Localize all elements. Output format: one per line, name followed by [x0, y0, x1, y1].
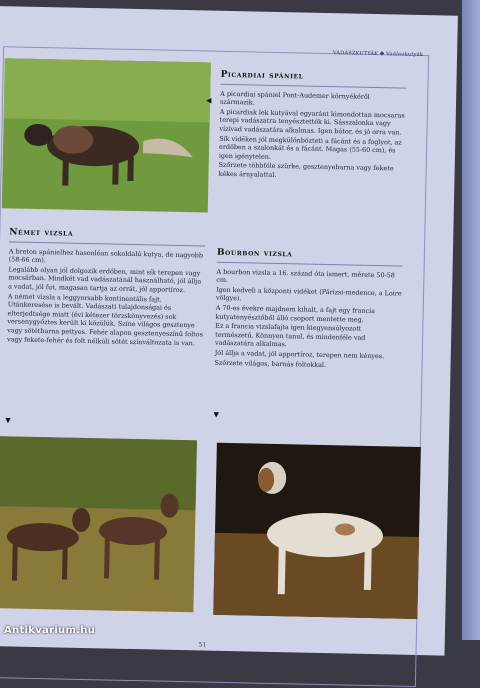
watermark: Antikvarium.hu	[4, 625, 96, 636]
header-book-title: VADÁSZKUTYÁK	[332, 50, 379, 58]
bourbon-para-4: Ez a francia vizslafajta igen kiegyensúlyozott természetű. Könnyen tanul, és mindenféle vad vadászatára alkalmas.	[214, 321, 366, 349]
picardiai-para-4: Szőrzete többféle szürke, gesztenyebarna vagy fekete kékes árnyalattal.	[218, 161, 394, 179]
nemet-para-3: A német vizsla a leggyorsabb kontinentális fajt. Utánkeresése is bevált. Vadászati tulajdonságai és elterjedtsége miatt (évi kétezer törzskönyvezés) sok versenygyőztes került ki közülük. Színe világos gesztenye vagy sötétbarna pettyes. Fehér alapon gesztenyeszínű foltos vagy fekete-fehér és folt nélküli sötét színváltozata is van.	[6, 291, 204, 347]
photo-picardiai-spaniel	[2, 58, 211, 212]
nemet-para-1: A breton spánielhez hasonlóan sokoldalú kutya, de nagyobb (58-66 cm).	[8, 246, 204, 265]
nemet-rule	[9, 241, 205, 246]
book-binding	[462, 0, 480, 640]
bourbon-para-5: Jól állja a vadat, jól apportíroz, terepen nem kényes.	[214, 348, 385, 361]
picardiai-para-1: A picardiai spániel Pont-Audemer környékéről származik.	[219, 89, 370, 107]
arrow-down-icon: ▼	[5, 416, 11, 425]
article-picardiai	[218, 71, 406, 183]
bourbon-rule	[217, 261, 403, 266]
bourbon-para-3: A 70-es évekre majdnem kihalt, a fajt egy francia kutyatenyésztőből álló csoport mentette meg.	[215, 303, 376, 324]
picardiai-para-2: A picardiak lek kutyával egyaránt kimondottan mocsaras terepi vadászatra tenyésztették ki. Sásszalonka vagy vízivad vadászatára alkalmas. Igen bátor, és jó orra van.	[219, 107, 405, 137]
picardiai-para-3: Sík vidéken jól megkülönbözteti a fácánt és a foglyot, az erdőben a szalonkát és a fácánt. Magas (55-60 cm), és igen igénytelen.	[218, 134, 402, 161]
arrow-down-icon-2: ▼	[213, 410, 219, 419]
page-number: 51	[198, 641, 207, 649]
header-section: Vadászkutyák	[385, 51, 424, 58]
photo-bourbon-vizsla	[213, 443, 421, 619]
article-bourbon-vizsla	[214, 249, 402, 372]
page	[0, 6, 458, 656]
picardiai-title: Picardiai spániel	[220, 69, 304, 82]
arrow-left-icon: ◀	[205, 96, 212, 105]
nemet-para-2: Legalább olyan jól dolgozik erdőben, mint sík terepen vagy mocsárban. Mindkét vad vadászatánál használható, jól állja a vadat, jól fut, magasan tartja az orrát, jól apportíroz.	[8, 265, 202, 295]
photo-nemet-vizsla	[0, 436, 197, 612]
article-nemet-vizsla	[7, 228, 205, 348]
bourbon-para-1: A bourbon vizsla a 16. század óta ismert, mérete 50-58 cm.	[216, 267, 395, 285]
header-separator-icon: ✤	[379, 51, 385, 58]
bourbon-para-6: Szőrzete világos, barnás foltokkal.	[214, 358, 327, 369]
bourbon-title: Bourbon vizsla	[216, 247, 293, 260]
bourbon-para-2: Igen kedveli a központi vidéket (Párizsi-medence, a Loire völgye).	[215, 285, 402, 303]
picardiai-rule	[220, 83, 406, 88]
nemet-title: Német vizsla	[9, 227, 74, 239]
